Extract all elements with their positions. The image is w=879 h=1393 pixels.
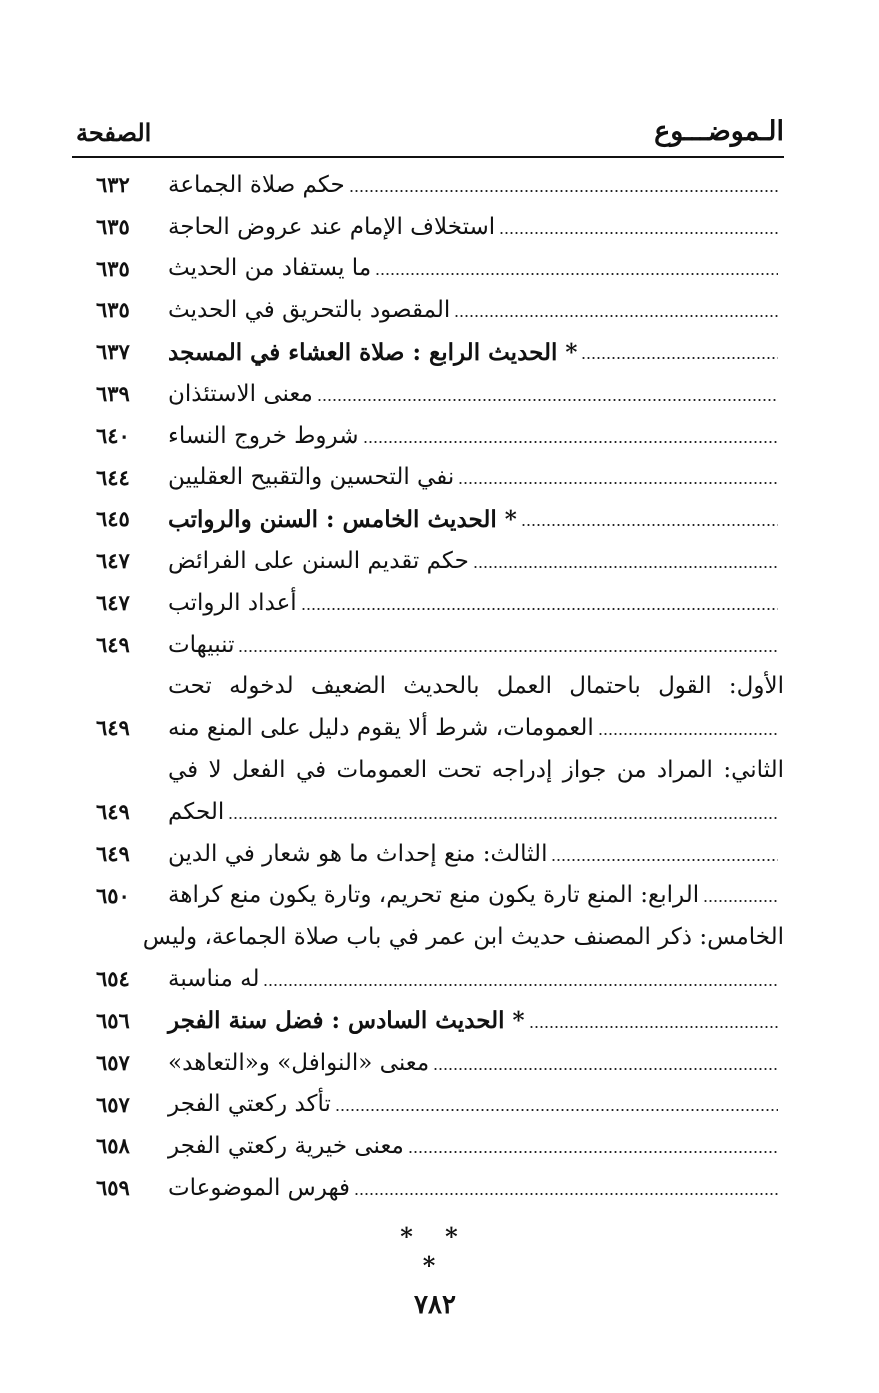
toc-entry-title: حكم صلاة الجماعة <box>168 171 345 198</box>
toc-entry-line <box>168 540 784 582</box>
toc-entry-line <box>168 498 784 540</box>
toc-entry <box>72 833 784 875</box>
dot-leader <box>335 1109 778 1111</box>
toc-entry-title: فهرس الموضوعات <box>168 1175 351 1202</box>
dot-leader <box>473 566 778 568</box>
toc-entry-page: ٦٤٠ <box>96 422 130 448</box>
toc-entry-title: العمومات، شرط ألا يقوم دليل على المنع منه <box>168 715 594 742</box>
toc-entry-page: ٦٤٥ <box>96 506 130 532</box>
toc-entry-page: ٦٥٤ <box>96 966 130 992</box>
dot-leader <box>354 1193 778 1195</box>
toc-entry <box>72 248 784 290</box>
toc-entry-page: ٦٥٧ <box>96 1049 130 1075</box>
toc-entry <box>72 206 784 248</box>
toc-entry-title: * الحديث السادس : فضل سنة الفجر <box>168 1007 525 1035</box>
section-end-stars: * * * <box>400 1222 470 1280</box>
toc-entry-title: الرابع: المنع تارة يكون منع تحريم، وتارة يكون منع كراهة <box>168 882 700 909</box>
toc-entry <box>72 373 784 415</box>
toc-entry-line <box>168 624 784 666</box>
toc-entry <box>72 1000 784 1042</box>
toc-entry-page: ٦٣٥ <box>96 213 130 239</box>
toc-entry-line <box>168 457 784 499</box>
toc-entry-title: * الحديث الرابع : صلاة العشاء في المسجد <box>168 338 578 366</box>
toc-entry <box>72 498 784 540</box>
toc-entry <box>72 582 784 624</box>
toc-entry <box>72 666 784 750</box>
toc-entry-page: ٦٥٦ <box>96 1007 130 1033</box>
toc-entry-page: ٦٥٠ <box>96 882 130 908</box>
dot-leader <box>375 273 778 275</box>
dot-leader <box>408 1151 778 1153</box>
dot-leader <box>228 817 778 819</box>
toc-entry-page: ٦٥٨ <box>96 1133 130 1159</box>
page-number: ٧٨٢ <box>414 1290 456 1320</box>
toc-entry-title: نفي التحسين والتقبيح العقليين <box>168 464 455 491</box>
toc-entry-title: الحكم <box>168 798 225 825</box>
toc-entry-title: المقصود بالتحريق في الحديث <box>168 297 451 324</box>
toc-entry-page: ٦٣٥ <box>96 255 130 281</box>
toc-entry-line <box>168 1042 784 1084</box>
toc-list <box>72 164 784 1209</box>
toc-entry <box>72 457 784 499</box>
toc-entry-line <box>168 415 784 457</box>
toc-entry-line <box>168 707 784 749</box>
toc-entry <box>72 331 784 373</box>
dot-leader <box>317 399 778 401</box>
dot-leader <box>551 859 778 861</box>
toc-entry-line <box>168 582 784 624</box>
toc-entry <box>72 164 784 206</box>
toc-entry <box>72 749 784 833</box>
toc-entry-page: ٦٤٩ <box>96 715 130 741</box>
toc-entry-line <box>168 666 784 708</box>
toc-entry-title: الأول: القول باحتمال العمل بالحديث الضعيف لدخوله تحت <box>168 673 784 700</box>
toc-entry-line <box>168 1000 784 1042</box>
toc-entry-line <box>168 1125 784 1167</box>
toc-entry <box>72 875 784 917</box>
toc-entry-page: ٦٤٩ <box>96 631 130 657</box>
toc-entry-page: ٦٤٧ <box>96 589 130 615</box>
toc-entry-title: الثاني: المراد من جواز إدراجه تحت العمومات في الفعل لا في <box>168 757 784 784</box>
toc-entry-title: تأكد ركعتي الفجر <box>168 1091 331 1118</box>
toc-entry <box>72 1084 784 1126</box>
toc-entry-line <box>168 331 784 373</box>
toc-entry <box>72 1125 784 1167</box>
dot-leader <box>458 482 778 484</box>
dot-leader <box>263 984 778 986</box>
toc-entry-page: ٦٣٢ <box>96 172 130 197</box>
toc-entry-title: شروط خروج النساء <box>168 422 359 449</box>
toc-entry-page: ٦٥٩ <box>96 1175 130 1201</box>
toc-entry <box>72 916 784 1000</box>
toc-entry-page: ٦٤٧ <box>96 548 130 574</box>
topic-column-heading: الـموضـــوع <box>654 116 784 147</box>
page-column-heading: الصفحة <box>76 118 152 147</box>
toc-entry-title: * الحديث الخامس : السنن والرواتب <box>168 505 517 533</box>
dot-leader <box>529 1026 778 1028</box>
toc-entry <box>72 624 784 666</box>
toc-entry-line <box>168 958 784 1000</box>
dot-leader <box>598 733 778 735</box>
dot-leader <box>363 441 778 443</box>
toc-entry-title: الخامس: ذكر المصنف حديث ابن عمر في باب صلاة الجماعة، وليس <box>142 924 784 951</box>
toc-entry-line <box>168 164 784 206</box>
toc-entry-line <box>168 791 784 833</box>
toc-entry-line <box>168 289 784 331</box>
dot-leader <box>581 357 778 359</box>
toc-entry-title: معنى خيرية ركعتي الفجر <box>168 1133 404 1160</box>
toc-entry-line <box>168 206 784 248</box>
dot-leader <box>521 524 778 526</box>
dot-leader <box>454 315 778 317</box>
toc-entry-title: استخلاف الإمام عند عروض الحاجة <box>168 213 496 240</box>
toc-entry <box>72 289 784 331</box>
toc-entry-page: ٦٣٩ <box>96 380 130 406</box>
toc-entry-line <box>168 833 784 875</box>
toc-entry-line <box>142 916 784 958</box>
toc-header <box>72 112 784 158</box>
toc-entry-title: حكم تقديم السنن على الفرائض <box>168 548 469 575</box>
dot-leader <box>238 650 778 652</box>
toc-entry-page: ٦٤٤ <box>96 464 130 490</box>
toc-entry-title: له مناسبة <box>168 966 260 993</box>
toc-entry-line <box>168 1084 784 1126</box>
dot-leader <box>349 190 778 192</box>
toc-entry-title: أعداد الرواتب <box>168 589 297 616</box>
toc-entry-title: معنى «النوافل» و«التعاهد» <box>168 1049 430 1076</box>
toc-entry-title: ما يستفاد من الحديث <box>168 255 372 282</box>
toc-entry-line <box>168 248 784 290</box>
toc-entry-line <box>168 749 784 791</box>
toc-entry <box>72 1042 784 1084</box>
dot-leader <box>703 900 778 902</box>
dot-leader <box>433 1068 778 1070</box>
dot-leader <box>499 232 778 234</box>
toc-entry-line <box>168 373 784 415</box>
toc-entry-line <box>168 1167 784 1209</box>
toc-entry-title: معنى الاستئذان <box>168 380 313 407</box>
toc-entry-title: الثالث: منع إحداث ما هو شعار في الدين <box>168 840 548 867</box>
dot-leader <box>301 608 778 610</box>
toc-entry <box>72 1167 784 1209</box>
toc-entry <box>72 415 784 457</box>
toc-entry-title: تنبيهات <box>168 631 235 658</box>
toc-entry-page: ٦٤٩ <box>96 798 130 824</box>
toc-entry-page: ٦٥٧ <box>96 1091 130 1117</box>
toc-entry-line <box>168 875 784 917</box>
toc-entry-page: ٦٤٩ <box>96 840 130 866</box>
toc-entry-page: ٦٣٧ <box>96 339 130 365</box>
toc-entry-page: ٦٣٥ <box>96 297 130 323</box>
toc-entry <box>72 540 784 582</box>
